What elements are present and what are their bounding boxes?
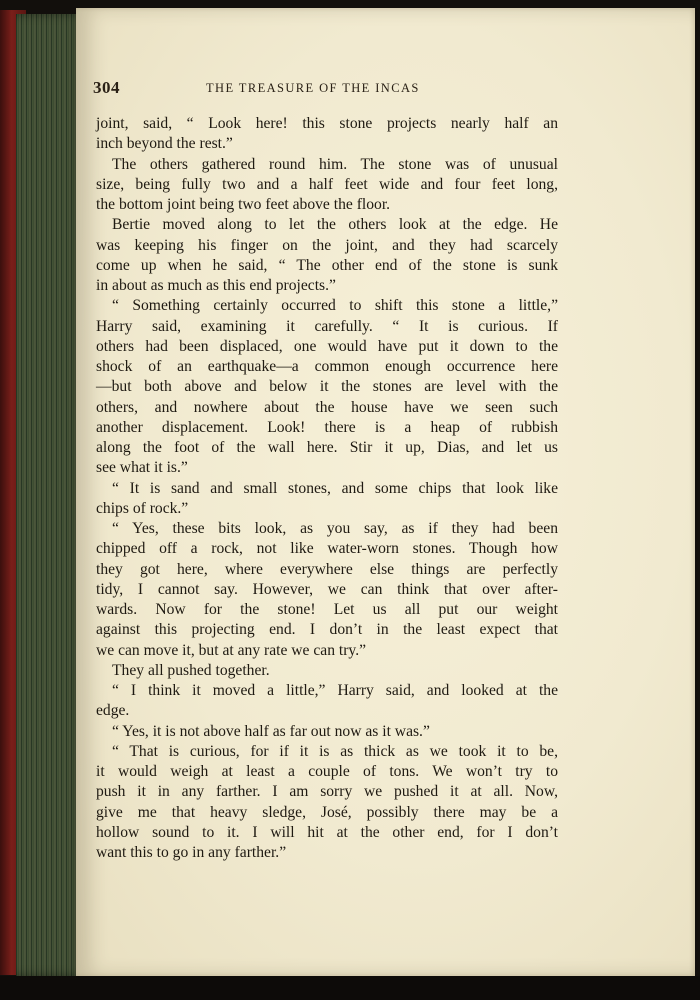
- text-line: “ It is sand and small stones, and some chips that look like: [112, 479, 558, 497]
- text-line: along the foot of the wall here. Stir it up, Dias, and let us: [96, 439, 558, 456]
- paragraph: [96, 155, 558, 216]
- text-line: was keeping his finger on the joint, and they had scarcely: [96, 236, 558, 254]
- text-line: push it in any farther. I am sorry we pushed it at all. Now,: [96, 783, 558, 801]
- paragraph: [96, 215, 558, 296]
- text-line: another displacement. Look! there is a heap of rubbish: [96, 418, 558, 436]
- text-line: give me that heavy sledge, José, possibly there may be a: [96, 803, 558, 821]
- text-line: come up when he said, “ The other end of the stone is sunk: [96, 256, 558, 274]
- paragraph: [96, 114, 558, 155]
- text-line: the bottom joint being two feet above the floor.: [96, 196, 391, 213]
- paragraph: [96, 479, 558, 520]
- text-line: others, and nowhere about the house have we seen such: [96, 398, 558, 416]
- text-line: chips of rock.”: [96, 499, 189, 517]
- text-line: we can move it, but at any rate we can try.”: [96, 641, 367, 659]
- text-line: Harry said, examining it carefully. “ It is curious. If: [96, 317, 558, 335]
- text-line: “ Yes, these bits look, as you say, as if they had been: [112, 520, 558, 537]
- paragraph: [96, 742, 558, 864]
- text-line: shock of an earthquake—a common enough occurrence here: [96, 358, 558, 375]
- text-line: inch beyond the rest.”: [96, 135, 233, 153]
- text-line: “ Something certainly occurred to shift this stone a little,”: [112, 297, 558, 315]
- text-line: see what it is.”: [96, 459, 188, 477]
- text-line: —but both above and below it the stones are level with the: [96, 378, 558, 396]
- text-line: Bertie moved along to let the others look at the edge. He: [112, 216, 558, 234]
- text-line: want this to go in any farther.”: [96, 844, 287, 861]
- scan-bottom-shadow: [0, 976, 700, 1000]
- text-line: edge.: [96, 702, 130, 720]
- text-line: The others gathered round him. The stone was of unusual: [112, 155, 558, 173]
- paragraph: [96, 519, 558, 661]
- paragraph: [96, 296, 558, 478]
- text-line: against this projecting end. I don’t in the least expect that: [96, 621, 558, 639]
- body-text: [96, 114, 558, 863]
- paragraph: [96, 681, 558, 722]
- text-line: in about as much as this end projects.”: [96, 277, 336, 294]
- page-number: 304: [93, 78, 120, 97]
- text-line: “ I think it moved a little,” Harry said, and looked at the: [112, 682, 558, 699]
- paragraph: [96, 722, 558, 742]
- paragraph: [96, 661, 558, 681]
- text-line: hollow sound to it. I will hit at the other end, for I don’t: [96, 823, 558, 841]
- text-line: chipped off a rock, not like water-worn stones. Though how: [96, 540, 558, 558]
- running-head: [93, 72, 563, 96]
- text-line: they got here, where everywhere else things are perfectly: [96, 560, 558, 578]
- text-line: it would weigh at least a couple of tons. We won’t try to: [96, 763, 558, 780]
- text-line: “ Yes, it is not above half as far out now as it was.”: [112, 722, 430, 740]
- text-line: size, being fully two and a half feet wide and four feet long,: [96, 175, 558, 193]
- text-line: They all pushed together.: [112, 661, 270, 679]
- text-line: joint, said, “ Look here! this stone projects nearly half an: [96, 115, 558, 132]
- text-line: wards. Now for the stone! Let us all put our weight: [96, 601, 558, 618]
- text-line: tidy, I cannot say. However, we can think that over after-: [96, 580, 558, 598]
- text-line: “ That is curious, for if it is as thick as we took it to be,: [112, 742, 558, 760]
- running-head-title: THE TREASURE OF THE INCAS: [206, 81, 420, 95]
- text-line: others had been displaced, one would have put it down to the: [96, 337, 558, 355]
